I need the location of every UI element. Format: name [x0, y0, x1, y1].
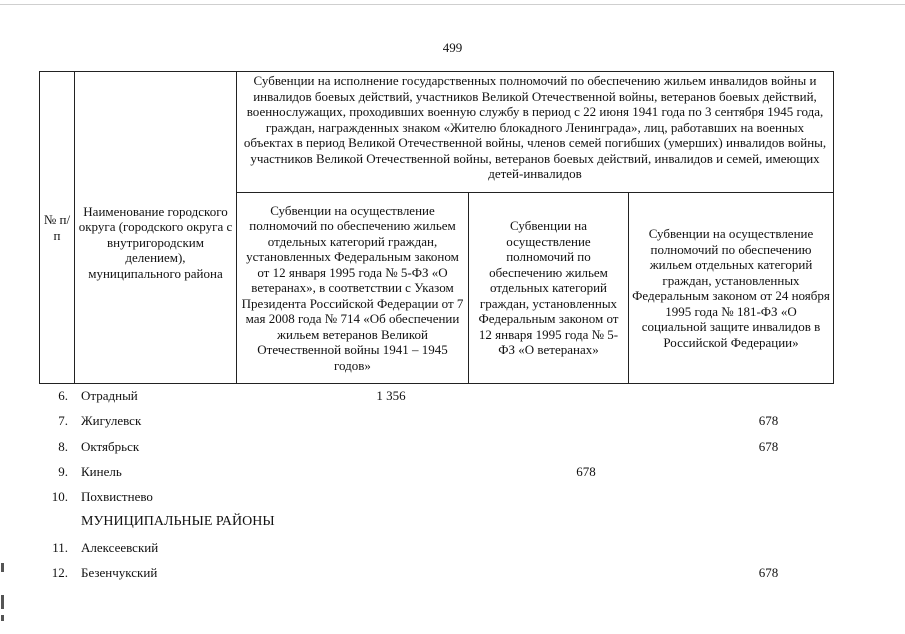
table-row [39, 535, 871, 560]
row-name: Отрадный [81, 388, 138, 403]
scan-edge-line [0, 4, 905, 5]
row-number: 9. [58, 463, 68, 479]
row-name: Октябрьск [81, 438, 140, 454]
page-number: 499 [442, 40, 463, 55]
table-row [39, 383, 871, 408]
row-name: Алексеевский [81, 539, 159, 555]
table-row [39, 434, 871, 459]
section-title: МУНИЦИПАЛЬНЫЕ РАЙОНЫ [81, 514, 275, 530]
table-row [39, 560, 871, 585]
row-value-col-1: 1 356 [376, 388, 406, 403]
row-number: 7. [58, 413, 68, 429]
header-sub-col-2: Субвенции на осуществление полномочий по обеспечению жильем отдельных категорий граждан, установленных Федеральным законом от 12 января 1995 года № 5-ФЗ «О ветеранах» [469, 193, 629, 384]
row-name: Кинель [81, 463, 122, 479]
header-sub-col-1: Субвенции на осуществление полномочий по обеспечению жильем отдельных категорий граждан, установленных Федеральным законом от 12 января 1995 года № 5-ФЗ «О ветеранах», в соответствии с Указом Президента Российской Федерации от 7 мая 2008 года № 714 «Об обеспечении жильем ветеранов Великой Отечественной войны 1941 – 1945 годов» [237, 193, 469, 384]
row-value-col-3: 678 [758, 565, 779, 581]
header-group-title: Субвенции на исполнение государственных полномочий по обеспечению жильем инвалидов войны и инвалидов боевых действий, участников Великой Отечественной войны, ветеранов боевых действий, военнослужащих, проходивших военную службу в период с 22 июня 1941 года по 3 сентября 1945 года, граждан, награжденных знаком «Жителю блокадного Ленинграда», лиц, работавших на военных объектах в период Великой Отечественной войны, членов семей погибших (умерших) инвалидов войны, участников Великой Отечественной войны, ветеранов боевых действий, инвалидов и семей, имеющих детей-инвалидов [237, 72, 834, 193]
row-number: 10. [51, 489, 68, 505]
header-col-num: № п/п [40, 72, 75, 384]
row-value-col-3: 678 [758, 413, 779, 429]
row-number: 12. [51, 565, 68, 581]
header-sub-col-3: Субвенции на осуществление полномочий по обеспечению жильем отдельных категорий граждан, установленных Федеральным законом от 24 ноября 1995 года № 181-ФЗ «О социальной защите инвалидов в Российской Федерации» [629, 193, 834, 384]
table-body [39, 383, 871, 585]
row-name: Похвистнево [81, 489, 153, 505]
row-number: 6. [58, 388, 68, 403]
section-row [39, 509, 871, 534]
scan-artifact-marks [0, 555, 6, 630]
row-number: 8. [58, 438, 68, 454]
table-row [39, 484, 871, 509]
header-col-name: Наименование городского округа (городского округа с внутригородским делением), муниципального района [75, 72, 237, 384]
row-name: Безенчукский [81, 565, 158, 581]
row-value-col-2: 678 [576, 463, 596, 479]
row-name: Жигулевск [81, 413, 142, 429]
row-value-col-3: 678 [758, 438, 779, 454]
table-row [39, 408, 871, 433]
table-header [39, 71, 834, 384]
table-row [39, 459, 871, 484]
row-number: 11. [52, 539, 68, 555]
